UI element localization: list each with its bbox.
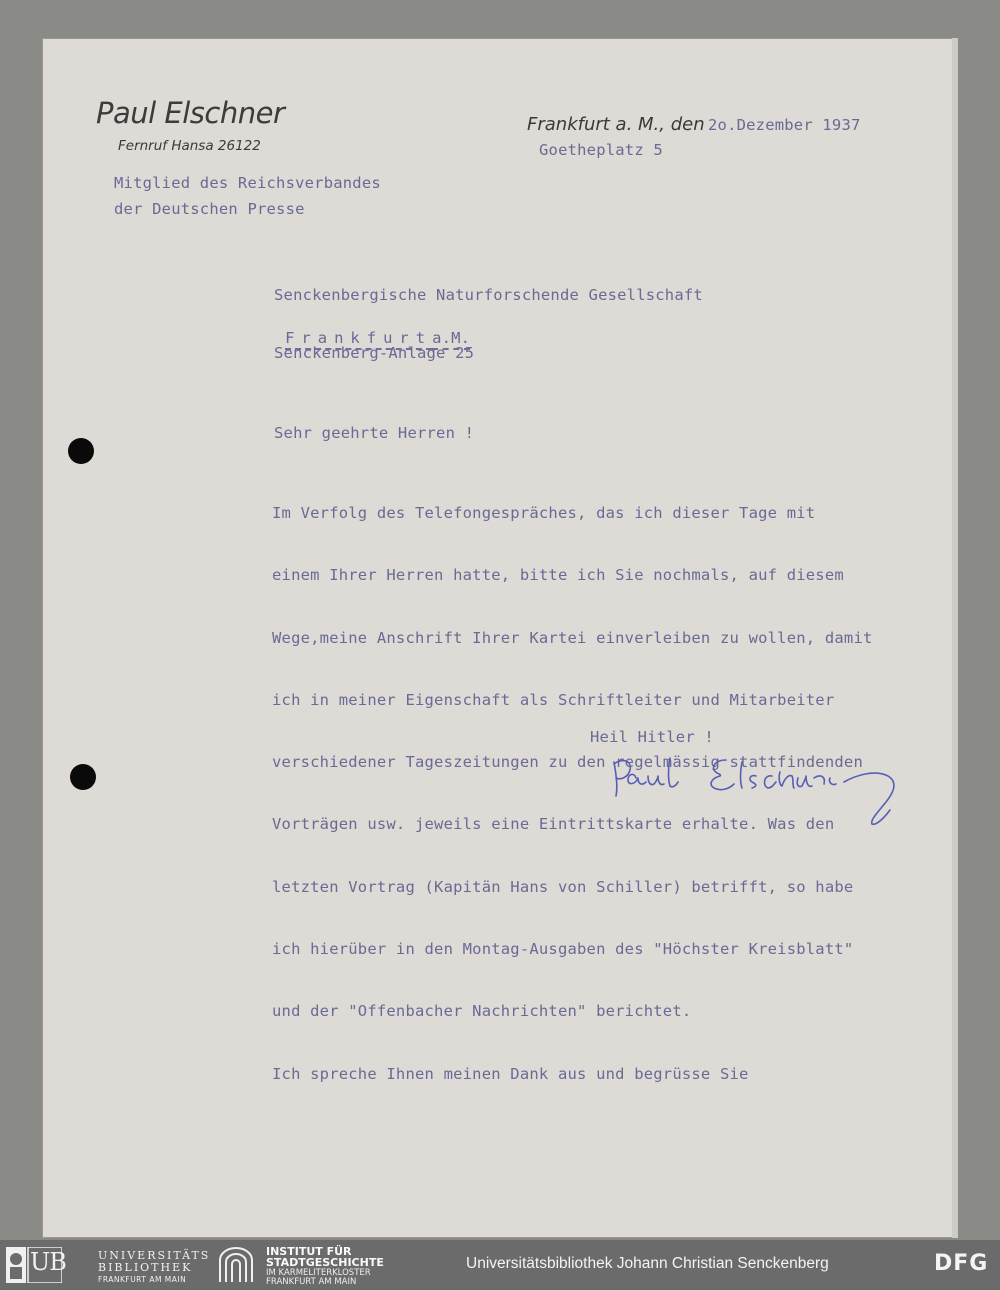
letterhead-phone: Fernruf Hansa 26122: [118, 138, 261, 154]
body-line: ich in meiner Eigenschaft als Schriftleiter und Mitarbeiter: [272, 690, 835, 709]
body-line: letzten Vortrag (Kapitän Hans von Schiller) betrifft, so habe: [272, 877, 854, 896]
recipient-city-spaced: Frankfurt: [285, 329, 432, 350]
body-line: Ich spreche Ihnen meinen Dank aus und begrüsse Sie: [272, 1064, 749, 1083]
punch-hole-bottom: [70, 764, 96, 790]
isg-line-2: STADTGESCHICHTE: [266, 1256, 384, 1269]
membership-line-1: Mitglied des Reichsverbandes: [114, 174, 381, 192]
body-line: Im Verfolg des Telefongespräches, das ich dieser Tage mit: [272, 504, 816, 522]
recipient-name: Senckenbergische Naturforschende Gesellschaft: [274, 286, 703, 304]
letter-date: 2o.Dezember 1937: [708, 116, 861, 134]
punch-hole-top: [68, 438, 94, 464]
salutation: Sehr geehrte Herren !: [274, 424, 475, 442]
isg-line-4: FRANKFURT AM MAIN: [266, 1277, 357, 1287]
ub-line-3: FRANKFURT AM MAIN: [98, 1275, 187, 1284]
isg-logo-icon: [216, 1246, 256, 1284]
letterhead-city: Frankfurt a. M., den: [527, 114, 705, 135]
closing: Heil Hitler !: [590, 728, 714, 746]
ub-mark: UB: [30, 1248, 66, 1276]
dfg-logo: DFG: [934, 1251, 989, 1276]
handwritten-signature: [608, 752, 928, 832]
recipient-city: [266, 311, 470, 347]
isg-line-1: INSTITUT FÜR: [266, 1245, 352, 1258]
body-line: ich hierüber in den Montag-Ausgaben des "Höchster Kreisblatt": [272, 940, 854, 959]
ub-line-1: UNIVERSITÄTS: [98, 1249, 211, 1262]
body-line: Vorträgen usw. jeweils eine Eintrittskarte erhalte. Was den: [272, 815, 835, 834]
body-line: und der "Offenbacher Nachrichten" berichtet.: [272, 1002, 692, 1021]
body-line: verschiedener Tageszeitungen zu den regelmässig stattfindenden: [272, 753, 863, 772]
isg-line-3: IM KARMELITERKLOSTER: [266, 1268, 371, 1278]
sender-street: Goetheplatz 5: [539, 141, 663, 159]
footer-bar: [0, 1240, 1000, 1290]
body-line: einem Ihrer Herren hatte, bitte ich Sie nochmals, auf diesem: [272, 566, 844, 585]
recipient-street: Senckenberg-Anlage 25: [274, 344, 475, 362]
membership-line-2: der Deutschen Presse: [114, 200, 305, 218]
footer-institution: Universitätsbibliothek Johann Christian Senckenberg: [466, 1255, 829, 1272]
body-line: Wege,meine Anschrift Ihrer Kartei einverleiben zu wollen, damit: [272, 628, 873, 647]
recipient-city-suffix: a.M.: [432, 329, 470, 350]
ub-line-2: BIBLIOTHEK: [98, 1261, 193, 1274]
letterhead-name: Paul Elschner: [96, 96, 285, 130]
